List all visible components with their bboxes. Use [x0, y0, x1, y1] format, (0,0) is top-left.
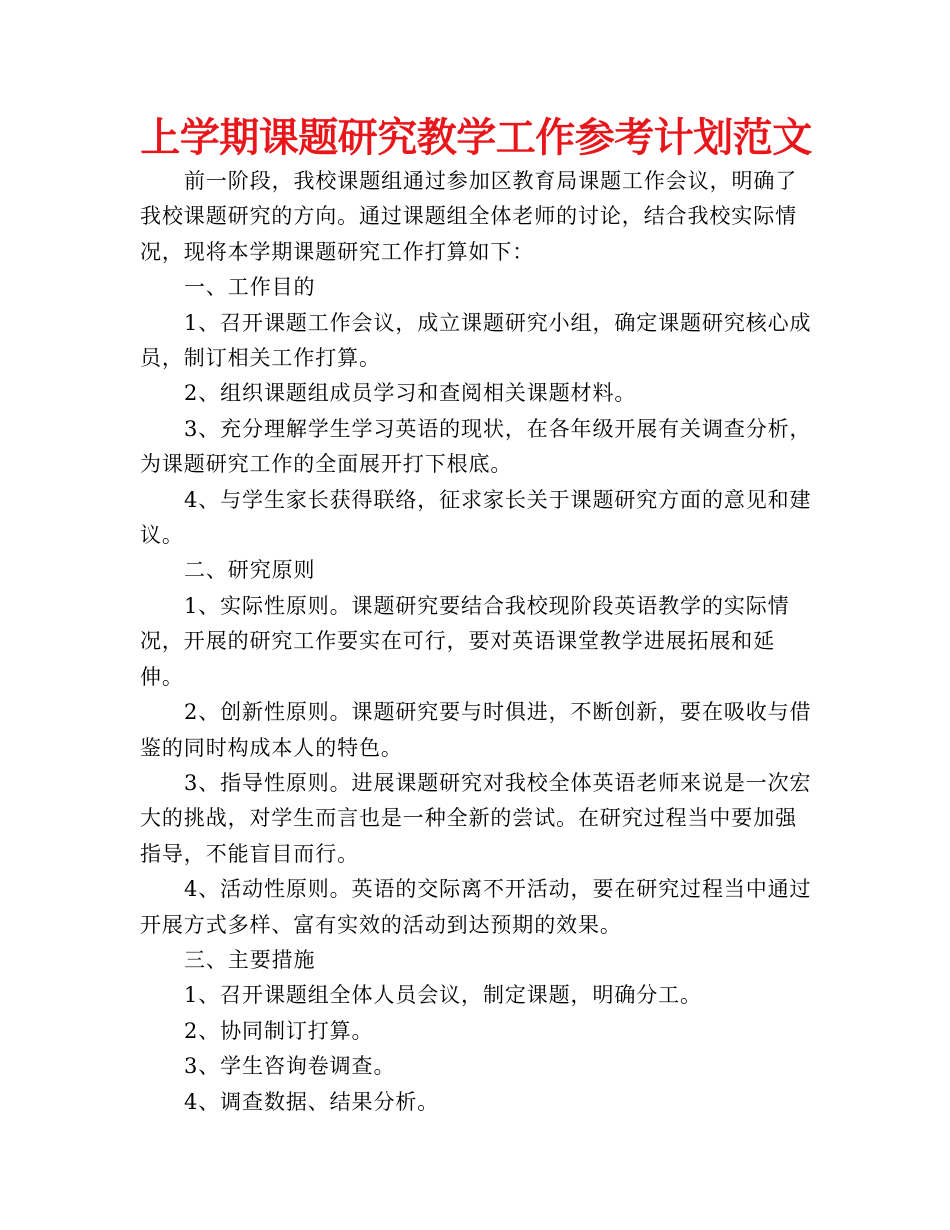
principle-item-2: 2、创新性原则。课题研究要与时俱进，不断创新，要在吸收与借鉴的同时构成本人的特色。 — [140, 700, 812, 760]
measure-item-3: 3、学生咨询卷调查。 — [184, 1054, 396, 1079]
goal-item-1: 1、召开课题工作会议，成立课题研究小组，确定课题研究核心成员，制订相关工作打算。 — [140, 310, 812, 371]
intro-paragraph: 前一阶段，我校课题组通过参加区教育局课题工作会议，明确了我校课题研究的方向。通过课题组全体老师的讨论，结合我校实际情况，现将本学期课题研究工作打算如下： — [140, 169, 798, 264]
principle-item-4: 4、活动性原则。英语的交际离不开活动，要在研究过程当中通过开展方式多样、富有实效的活动到达预期的效果。 — [140, 877, 812, 937]
measure-item-2: 2、协同制订打算。 — [184, 1018, 374, 1043]
section-heading-measures: 三、主要措施 — [184, 947, 316, 972]
document-title: 上学期课题研究教学工作参考计划范文 — [140, 115, 812, 161]
document-page — [140, 112, 812, 1120]
measure-item-4: 4、调查数据、结果分析。 — [184, 1089, 440, 1114]
goal-item-4: 4、与学生家长获得联络，征求家长关于课题研究方面的意见和建议。 — [140, 487, 812, 548]
measure-item-1: 1、召开课题组全体人员会议，制定课题，明确分工。 — [184, 983, 702, 1008]
document-body — [140, 164, 812, 1120]
principle-item-1: 1、实际性原则。课题研究要结合我校现阶段英语教学的实际情况，开展的研究工作要实在可行，要对英语课堂教学进展拓展和延伸。 — [140, 593, 790, 689]
principle-item-3: 3、指导性原则。进展课题研究对我校全体英语老师来说是一次宏大的挑战，对学生而言也是一种全新的尝试。在研究过程当中要加强指导，不能盲目而行。 — [140, 770, 812, 866]
section-heading-principles: 二、研究原则 — [184, 558, 316, 583]
goal-item-3: 3、充分理解学生学习英语的现状，在各年级开展有关调查分析，为课题研究工作的全面展开打下根底。 — [140, 416, 812, 477]
goal-item-2: 2、组织课题组成员学习和查阅相关课题材料。 — [184, 381, 637, 406]
section-heading-goals: 一、工作目的 — [184, 275, 316, 300]
